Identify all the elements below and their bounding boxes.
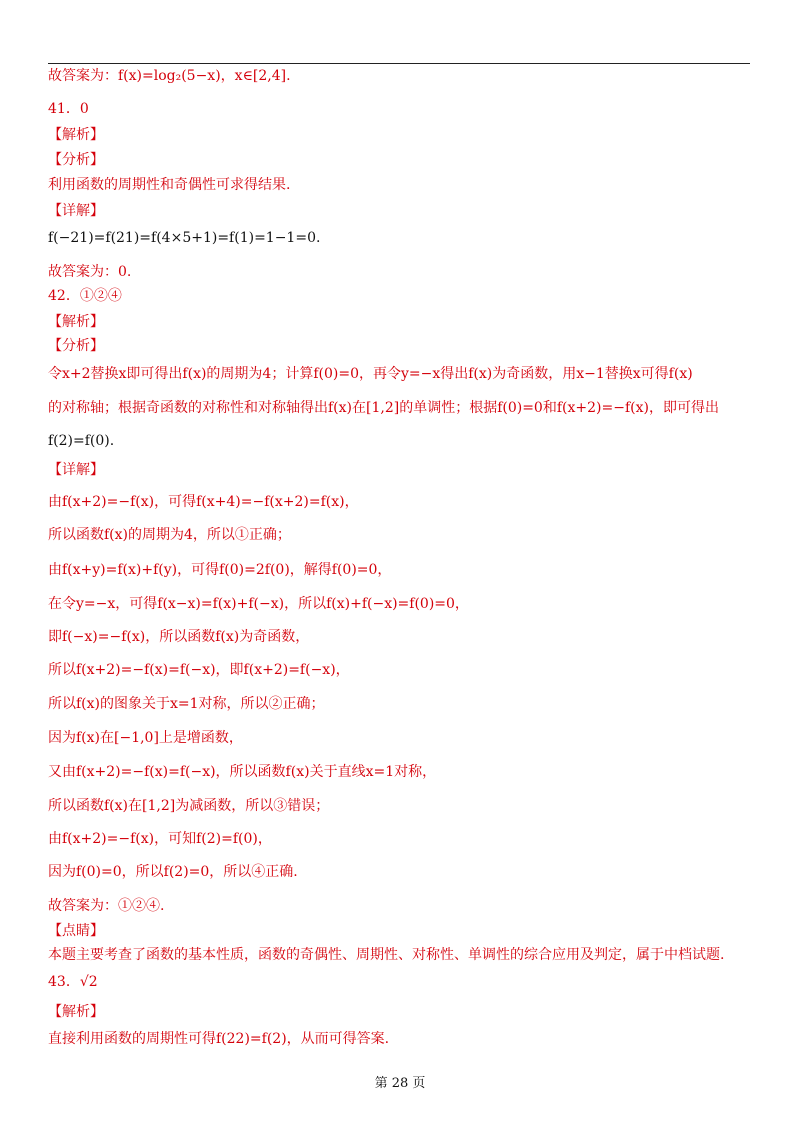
text-line-l4: 利用函数的周期性和奇偶性可求得结果. [48, 177, 291, 193]
text-line-l22: 因为f(x)在[−1,0]上是增函数， [48, 730, 243, 746]
text-line-l9: 【解析】 [48, 314, 104, 330]
text-line-l20: 所以f(x+2)=−f(x)=f(−x)，即f(x+2)=f(−x)， [48, 662, 350, 678]
text-line-l7: 故答案为：0. [48, 264, 132, 280]
text-line-l30: 43．√2 [48, 974, 98, 990]
text-line-l11: 令x+2替换x即可得出f(x)的周期为4；计算f(0)=0，再令y=−x得出f(x)为奇函数，用x−1替换x可得f(x) [48, 366, 693, 382]
text-line-l28: 【点睛】 [48, 923, 104, 939]
text-line-l19: 即f(−x)=−f(x)，所以函数f(x)为奇函数， [48, 629, 310, 645]
text-line-l10: 【分析】 [48, 338, 104, 354]
text-line-l18: 在令y=−x，可得f(x−x)=f(x)+f(−x)，所以f(x)+f(−x)=f(0)=0， [48, 596, 469, 612]
text-line-l26: 因为f(0)=0，所以f(2)=0，所以④正确. [48, 864, 298, 880]
header-rule [48, 63, 750, 64]
text-line-l21: 所以f(x)的图象关于x=1对称，所以②正确； [48, 696, 325, 712]
text-line-l29: 本题主要考查了函数的基本性质，函数的奇偶性、周期性、对称性、单调性的综合应用及判定，属于中档试题. [48, 947, 725, 963]
text-line-l1: 41．0 [48, 101, 89, 117]
text-line-l14: 【详解】 [48, 462, 104, 478]
text-line-l13: f(2)=f(0). [48, 433, 115, 449]
text-line-l2: 【解析】 [48, 127, 104, 143]
text-line-l17: 由f(x+y)=f(x)+f(y)，可得f(0)=2f(0)，解得f(0)=0， [48, 562, 392, 578]
text-line-l0: 故答案为：f(x)=log₂(5−x)，x∈[2,4]. [48, 68, 291, 84]
text-line-l23: 又由f(x+2)=−f(x)=f(−x)，所以函数f(x)关于直线x=1对称， [48, 764, 437, 780]
text-line-l24: 所以函数f(x)在[1,2]为减函数，所以③错误； [48, 798, 330, 814]
text-line-l3: 【分析】 [48, 152, 104, 168]
page-footer: 第 28 页 [374, 1076, 426, 1091]
text-line-l25: 由f(x+2)=−f(x)，可知f(2)=f(0)， [48, 831, 272, 847]
text-line-l15: 由f(x+2)=−f(x)，可得f(x+4)=−f(x+2)=f(x)， [48, 494, 359, 510]
text-line-l6: f(−21)=f(21)=f(4×5+1)=f(1)=1−1=0. [48, 230, 321, 246]
text-line-l31: 【解析】 [48, 1004, 104, 1020]
text-line-l32: 直接利用函数的周期性可得f(22)=f(2)，从而可得答案. [48, 1031, 390, 1047]
text-line-l5: 【详解】 [48, 203, 104, 219]
text-line-l27: 故答案为：①②④. [48, 898, 165, 914]
text-line-l8: 42．①②④ [48, 288, 122, 304]
text-line-l16: 所以函数f(x)的周期为4，所以①正确； [48, 527, 291, 543]
text-line-l12: 的对称轴；根据奇函数的对称性和对称轴得出f(x)在[1,2]的单调性；根据f(0)=0和f(x+2)=−f(x)，即可得出 [48, 400, 719, 416]
